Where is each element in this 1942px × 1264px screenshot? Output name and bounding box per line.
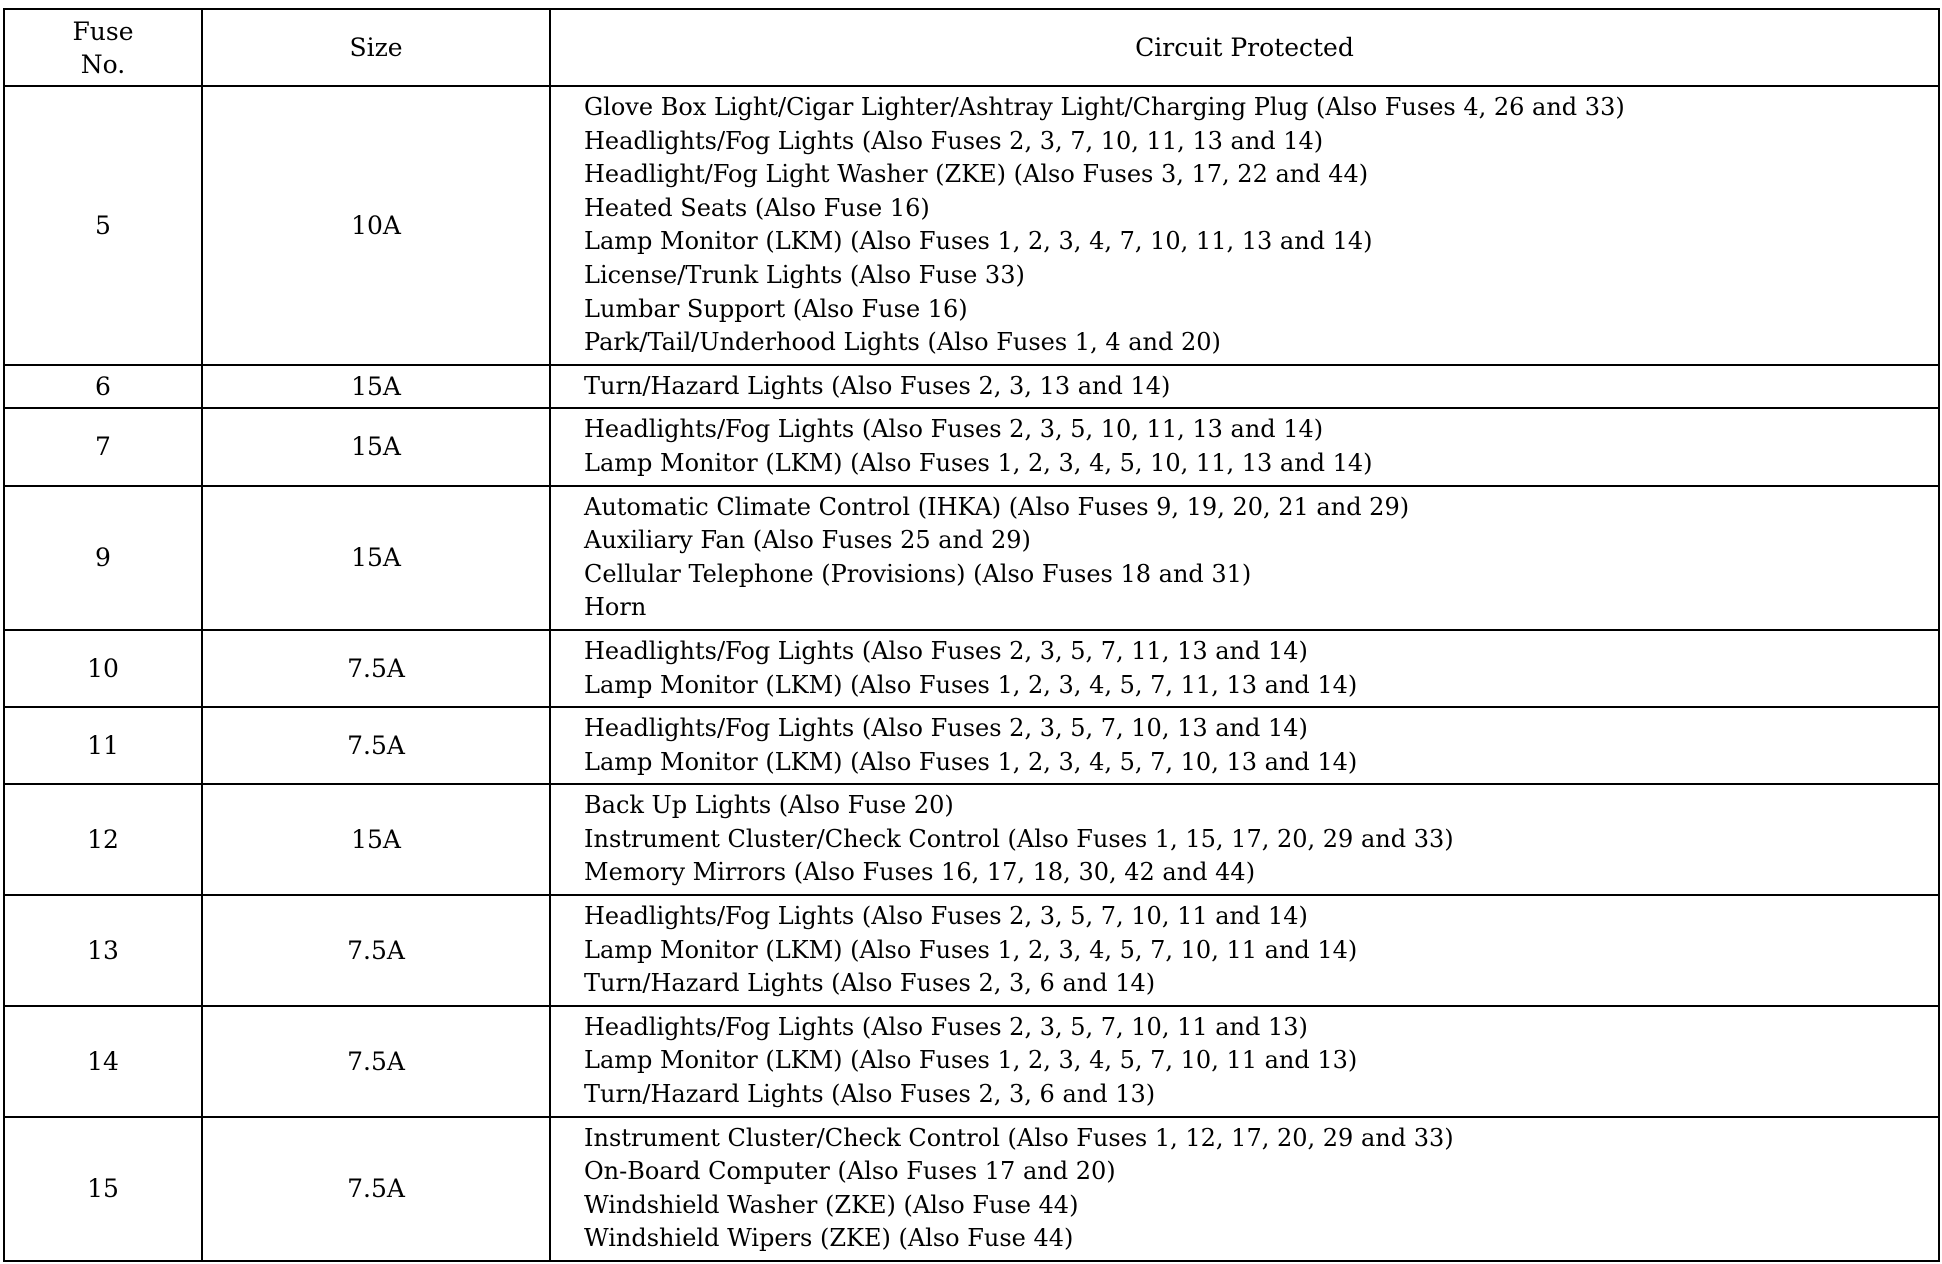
circuit-line: License/Trunk Lights (Also Fuse 33) xyxy=(584,260,1025,289)
table-row xyxy=(4,1006,1939,1117)
circuit-line: Heated Seats (Also Fuse 16) xyxy=(584,193,930,222)
fuse-size-cell: 7.5A xyxy=(202,895,550,1006)
circuit-line: Turn/Hazard Lights (Also Fuses 2, 3, 6 and 13) xyxy=(584,1080,1156,1109)
circuit-line: Lamp Monitor (LKM) (Also Fuses 1, 2, 3, 4, 5, 7, 10, 13 and 14) xyxy=(584,747,1358,776)
circuit-line: Headlights/Fog Lights (Also Fuses 2, 3, 5, 7, 10, 13 and 14) xyxy=(584,714,1308,743)
fuse-number-cell: 11 xyxy=(4,707,202,784)
circuit-line: Instrument Cluster/Check Control (Also Fuses 1, 15, 17, 20, 29 and 33) xyxy=(584,824,1454,853)
fuse-table xyxy=(3,8,1940,1262)
fuse-size-cell: 7.5A xyxy=(202,1117,550,1261)
circuit-line: Auxiliary Fan (Also Fuses 25 and 29) xyxy=(584,526,1031,555)
table-row xyxy=(4,895,1939,1006)
circuit-protected-cell xyxy=(550,707,1939,784)
header-size xyxy=(202,9,550,86)
circuit-line: Back Up Lights (Also Fuse 20) xyxy=(584,791,954,820)
header-row xyxy=(4,9,1939,86)
circuit-line: Horn xyxy=(584,593,647,622)
circuit-line: Lumbar Support (Also Fuse 16) xyxy=(584,294,968,323)
fuse-size-cell: 15A xyxy=(202,784,550,895)
circuit-line: Memory Mirrors (Also Fuses 16, 17, 18, 30, 42 and 44) xyxy=(584,858,1256,887)
table-body xyxy=(4,86,1939,1261)
fuse-size-cell: 7.5A xyxy=(202,630,550,707)
header-fuse-no xyxy=(4,9,202,86)
table-row xyxy=(4,630,1939,707)
circuit-protected-cell xyxy=(550,784,1939,895)
circuit-line: Lamp Monitor (LKM) (Also Fuses 1, 2, 3, 4, 5, 7, 11, 13 and 14) xyxy=(584,670,1358,699)
circuit-protected-cell xyxy=(550,1117,1939,1261)
circuit-line: Turn/Hazard Lights (Also Fuses 2, 3, 13 and 14) xyxy=(584,371,1171,400)
circuit-line: Lamp Monitor (LKM) (Also Fuses 1, 2, 3, 4, 5, 7, 10, 11 and 14) xyxy=(584,935,1358,964)
fuse-size-cell: 15A xyxy=(202,486,550,630)
fuse-number-cell: 5 xyxy=(4,86,202,365)
circuit-line: Automatic Climate Control (IHKA) (Also Fuses 9, 19, 20, 21 and 29) xyxy=(584,492,1410,521)
fuse-number-cell: 10 xyxy=(4,630,202,707)
fuse-size-cell: 15A xyxy=(202,408,550,485)
header-circuit-protected xyxy=(550,9,1939,86)
header-fuse-no-label: Fuse No. xyxy=(72,16,134,79)
fuse-size-cell: 7.5A xyxy=(202,707,550,784)
fuse-number-cell: 15 xyxy=(4,1117,202,1261)
table-row xyxy=(4,365,1939,409)
circuit-line: Windshield Wipers (ZKE) (Also Fuse 44) xyxy=(584,1224,1074,1253)
circuit-line: Turn/Hazard Lights (Also Fuses 2, 3, 6 and 14) xyxy=(584,969,1156,998)
header-size-label: Size xyxy=(349,33,403,62)
circuit-line: Headlights/Fog Lights (Also Fuses 2, 3, 7, 10, 11, 13 and 14) xyxy=(584,126,1324,155)
circuit-line: Lamp Monitor (LKM) (Also Fuses 1, 2, 3, 4, 7, 10, 11, 13 and 14) xyxy=(584,227,1373,256)
circuit-line: Lamp Monitor (LKM) (Also Fuses 1, 2, 3, 4, 5, 7, 10, 11 and 13) xyxy=(584,1046,1358,1075)
table-row xyxy=(4,784,1939,895)
circuit-line: Headlight/Fog Light Washer (ZKE) (Also Fuses 3, 17, 22 and 44) xyxy=(584,160,1369,189)
circuit-protected-cell xyxy=(550,365,1939,409)
circuit-line: Lamp Monitor (LKM) (Also Fuses 1, 2, 3, 4, 5, 10, 11, 13 and 14) xyxy=(584,448,1373,477)
circuit-line: Windshield Washer (ZKE) (Also Fuse 44) xyxy=(584,1190,1079,1219)
header-circuit-label: Circuit Protected xyxy=(1135,33,1354,62)
circuit-line: Park/Tail/Underhood Lights (Also Fuses 1, 4 and 20) xyxy=(584,328,1221,357)
fuse-size-cell: 7.5A xyxy=(202,1006,550,1117)
circuit-protected-cell xyxy=(550,630,1939,707)
circuit-line: Headlights/Fog Lights (Also Fuses 2, 3, 5, 7, 10, 11 and 13) xyxy=(584,1012,1308,1041)
circuit-line: Instrument Cluster/Check Control (Also Fuses 1, 12, 17, 20, 29 and 33) xyxy=(584,1123,1454,1152)
circuit-protected-cell xyxy=(550,895,1939,1006)
fuse-number-cell: 9 xyxy=(4,486,202,630)
table-row xyxy=(4,707,1939,784)
circuit-protected-cell xyxy=(550,408,1939,485)
circuit-line: Headlights/Fog Lights (Also Fuses 2, 3, 5, 7, 11, 13 and 14) xyxy=(584,636,1308,665)
table-row xyxy=(4,1117,1939,1261)
fuse-number-cell: 6 xyxy=(4,365,202,409)
circuit-line: On-Board Computer (Also Fuses 17 and 20) xyxy=(584,1157,1116,1186)
circuit-protected-cell xyxy=(550,1006,1939,1117)
table-row xyxy=(4,86,1939,365)
circuit-protected-cell xyxy=(550,486,1939,630)
circuit-line: Glove Box Light/Cigar Lighter/Ashtray Light/Charging Plug (Also Fuses 4, 26 and 33) xyxy=(584,93,1625,121)
fuse-size-cell: 10A xyxy=(202,86,550,365)
table-row xyxy=(4,486,1939,630)
fuse-size-cell: 15A xyxy=(202,365,550,409)
table-header xyxy=(4,9,1939,86)
circuit-protected-cell xyxy=(550,86,1939,365)
fuse-number-cell: 13 xyxy=(4,895,202,1006)
table-row xyxy=(4,408,1939,485)
circuit-line: Headlights/Fog Lights (Also Fuses 2, 3, 5, 7, 10, 11 and 14) xyxy=(584,902,1308,931)
circuit-line: Headlights/Fog Lights (Also Fuses 2, 3, 5, 10, 11, 13 and 14) xyxy=(584,415,1324,444)
fuse-number-cell: 12 xyxy=(4,784,202,895)
fuse-number-cell: 14 xyxy=(4,1006,202,1117)
circuit-line: Cellular Telephone (Provisions) (Also Fuses 18 and 31) xyxy=(584,559,1252,588)
fuse-number-cell: 7 xyxy=(4,408,202,485)
